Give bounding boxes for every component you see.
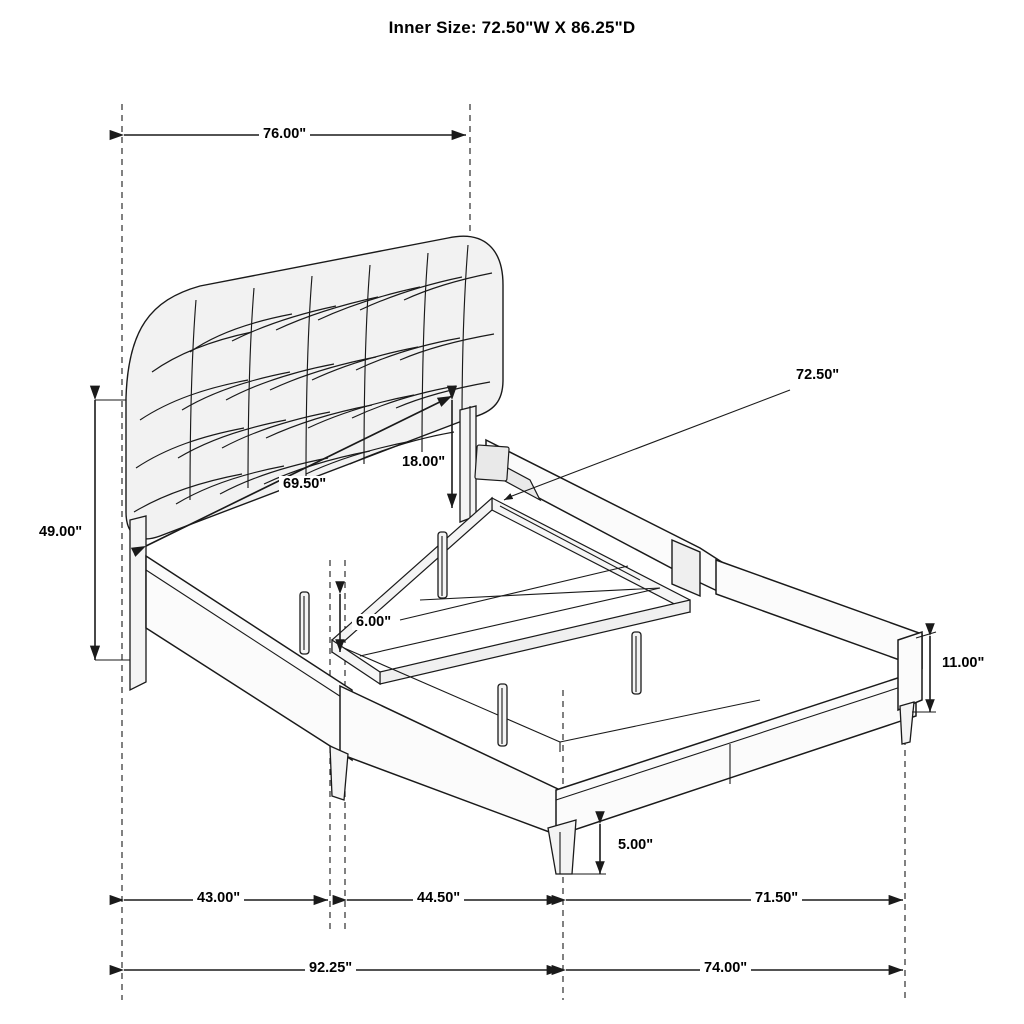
page-title: Inner Size: 72.50"W X 86.25"D: [388, 18, 636, 37]
dim-label-6: 6.00": [352, 614, 395, 630]
dim-label-6950: 69.50": [279, 476, 330, 492]
dim-label-9225: 92.25": [305, 960, 356, 976]
dim-label-7250: 72.50": [792, 367, 843, 383]
dim-label-5: 5.00": [614, 837, 657, 853]
dim-label-4450: 44.50": [413, 890, 464, 906]
dim-label-49: 49.00": [35, 524, 86, 540]
witness-lines: [122, 104, 905, 1000]
dim-label-76: 76.00": [259, 126, 310, 142]
bed-frame: [146, 440, 922, 874]
dim-label-7150: 71.50": [751, 890, 802, 906]
dim-label-18: 18.00": [398, 454, 449, 470]
dimension-lines: [95, 135, 936, 970]
dim-label-11: 11.00": [938, 655, 988, 671]
dim-label-74: 74.00": [700, 960, 751, 976]
dim-label-43: 43.00": [193, 890, 244, 906]
